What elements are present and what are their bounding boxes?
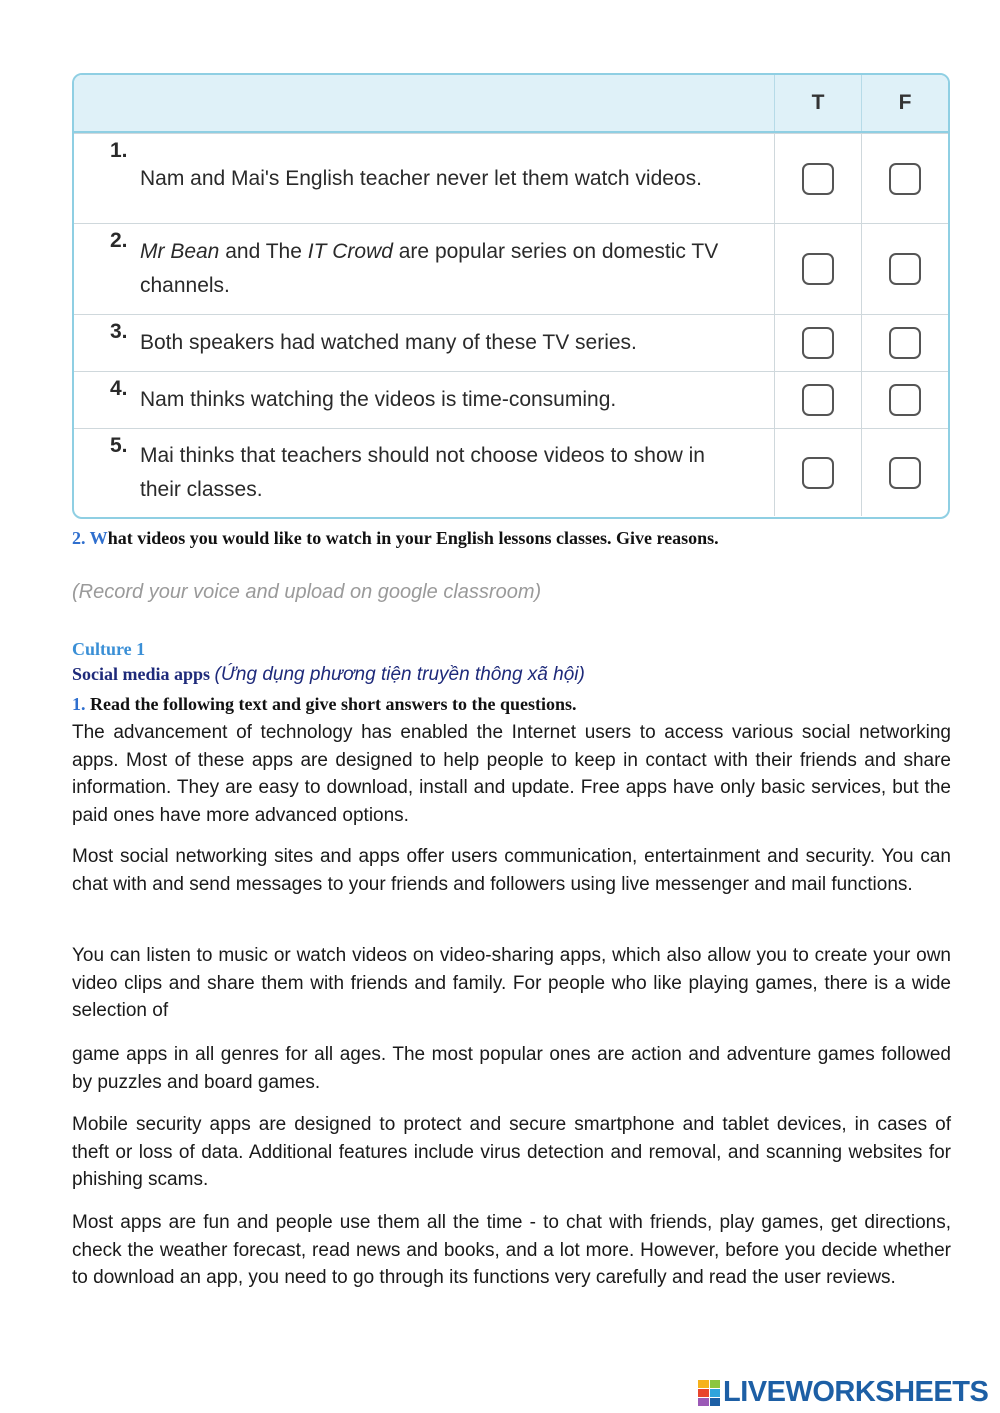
question-text: Nam and Mai's English teacher never let them watch videos. — [140, 166, 702, 190]
subsection-title: Social media apps (Ứng dụng phương tiện truyền thông xã hội) — [72, 664, 585, 685]
section-title: Culture 1 — [72, 639, 146, 659]
table-row — [74, 133, 948, 223]
question-text: Both speakers had watched many of these TV series. — [140, 331, 637, 354]
false-checkbox-5[interactable] — [889, 457, 921, 489]
table-header — [74, 75, 948, 133]
logo-text: LIVEWORKSHEETS — [723, 1376, 989, 1408]
true-false-table — [72, 73, 950, 519]
question-number: 1. — [110, 139, 128, 162]
true-checkbox-1[interactable] — [802, 163, 834, 195]
false-checkbox-4[interactable] — [889, 384, 921, 416]
false-checkbox-1[interactable] — [889, 163, 921, 195]
question-text: Mr Bean and The IT Crowd are popular series on domestic TV channels. — [140, 240, 719, 297]
paragraph: game apps in all genres for all ages. The most popular ones are action and adventure games followed by puzzles and board games. — [72, 1044, 951, 1093]
true-checkbox-4[interactable] — [802, 384, 834, 416]
false-checkbox-2[interactable] — [889, 253, 921, 285]
italic-title: Mr Bean — [140, 240, 220, 263]
question-text: Nam thinks watching the videos is time-consuming. — [140, 388, 617, 411]
paragraph: The advancement of technology has enabled the Internet users to access various social networking apps. Most of these apps are designed to help people to keep in contact with their friends and share information. They are easy to download, install and update. Free apps have only basic services, but the paid ones have more advanced options. — [72, 722, 951, 826]
italic-title: IT Crowd — [307, 240, 393, 263]
true-checkbox-2[interactable] — [802, 253, 834, 285]
table-row — [74, 223, 948, 314]
table-row — [74, 428, 948, 516]
header-true: T — [774, 75, 861, 131]
paragraph: Most social networking sites and apps offer users communication, entertainment and security. You can chat with and send messages to your friends and followers using live messenger and mail functions. — [72, 846, 951, 895]
true-checkbox-5[interactable] — [802, 457, 834, 489]
question-number: 2. — [110, 229, 128, 252]
question-number: 4. — [110, 377, 128, 400]
question-text: Mai thinks that teachers should not choose videos to show in their classes. — [140, 443, 705, 501]
record-note: (Record your voice and upload on google classroom) — [72, 581, 542, 603]
table-row — [74, 314, 948, 371]
paragraph: Most apps are fun and people use them all the time - to chat with friends, play games, get directions, check the weather forecast, read news and books, and a lot more. However, before you decide whether to download an app, you need to go through its functions very carefully and read the user reviews. — [72, 1212, 951, 1288]
table-row — [74, 371, 948, 428]
question-2: 2. What videos you would like to watch in your English lessons classes. Give reasons. — [72, 528, 719, 548]
question-number: 5. — [110, 434, 128, 457]
liveworksheets-logo — [698, 1376, 988, 1409]
paragraph: You can listen to music or watch videos on video-sharing apps, which also allow you to create your own video clips and share them with friends and family. For people who like playing games, there is a wide selection of — [72, 945, 951, 1021]
true-checkbox-3[interactable] — [802, 327, 834, 359]
header-false: F — [861, 75, 948, 131]
paragraph: Mobile security apps are designed to protect and secure smartphone and tablet devices, in cases of theft or loss of data. Additional features include virus detection and removal, and scanning websites for phishing scams. — [72, 1114, 951, 1190]
question-number: 3. — [110, 320, 128, 343]
question-1: 1. Read the following text and give short answers to the questions. — [72, 694, 577, 714]
false-checkbox-3[interactable] — [889, 327, 921, 359]
logo-icon — [698, 1380, 720, 1406]
